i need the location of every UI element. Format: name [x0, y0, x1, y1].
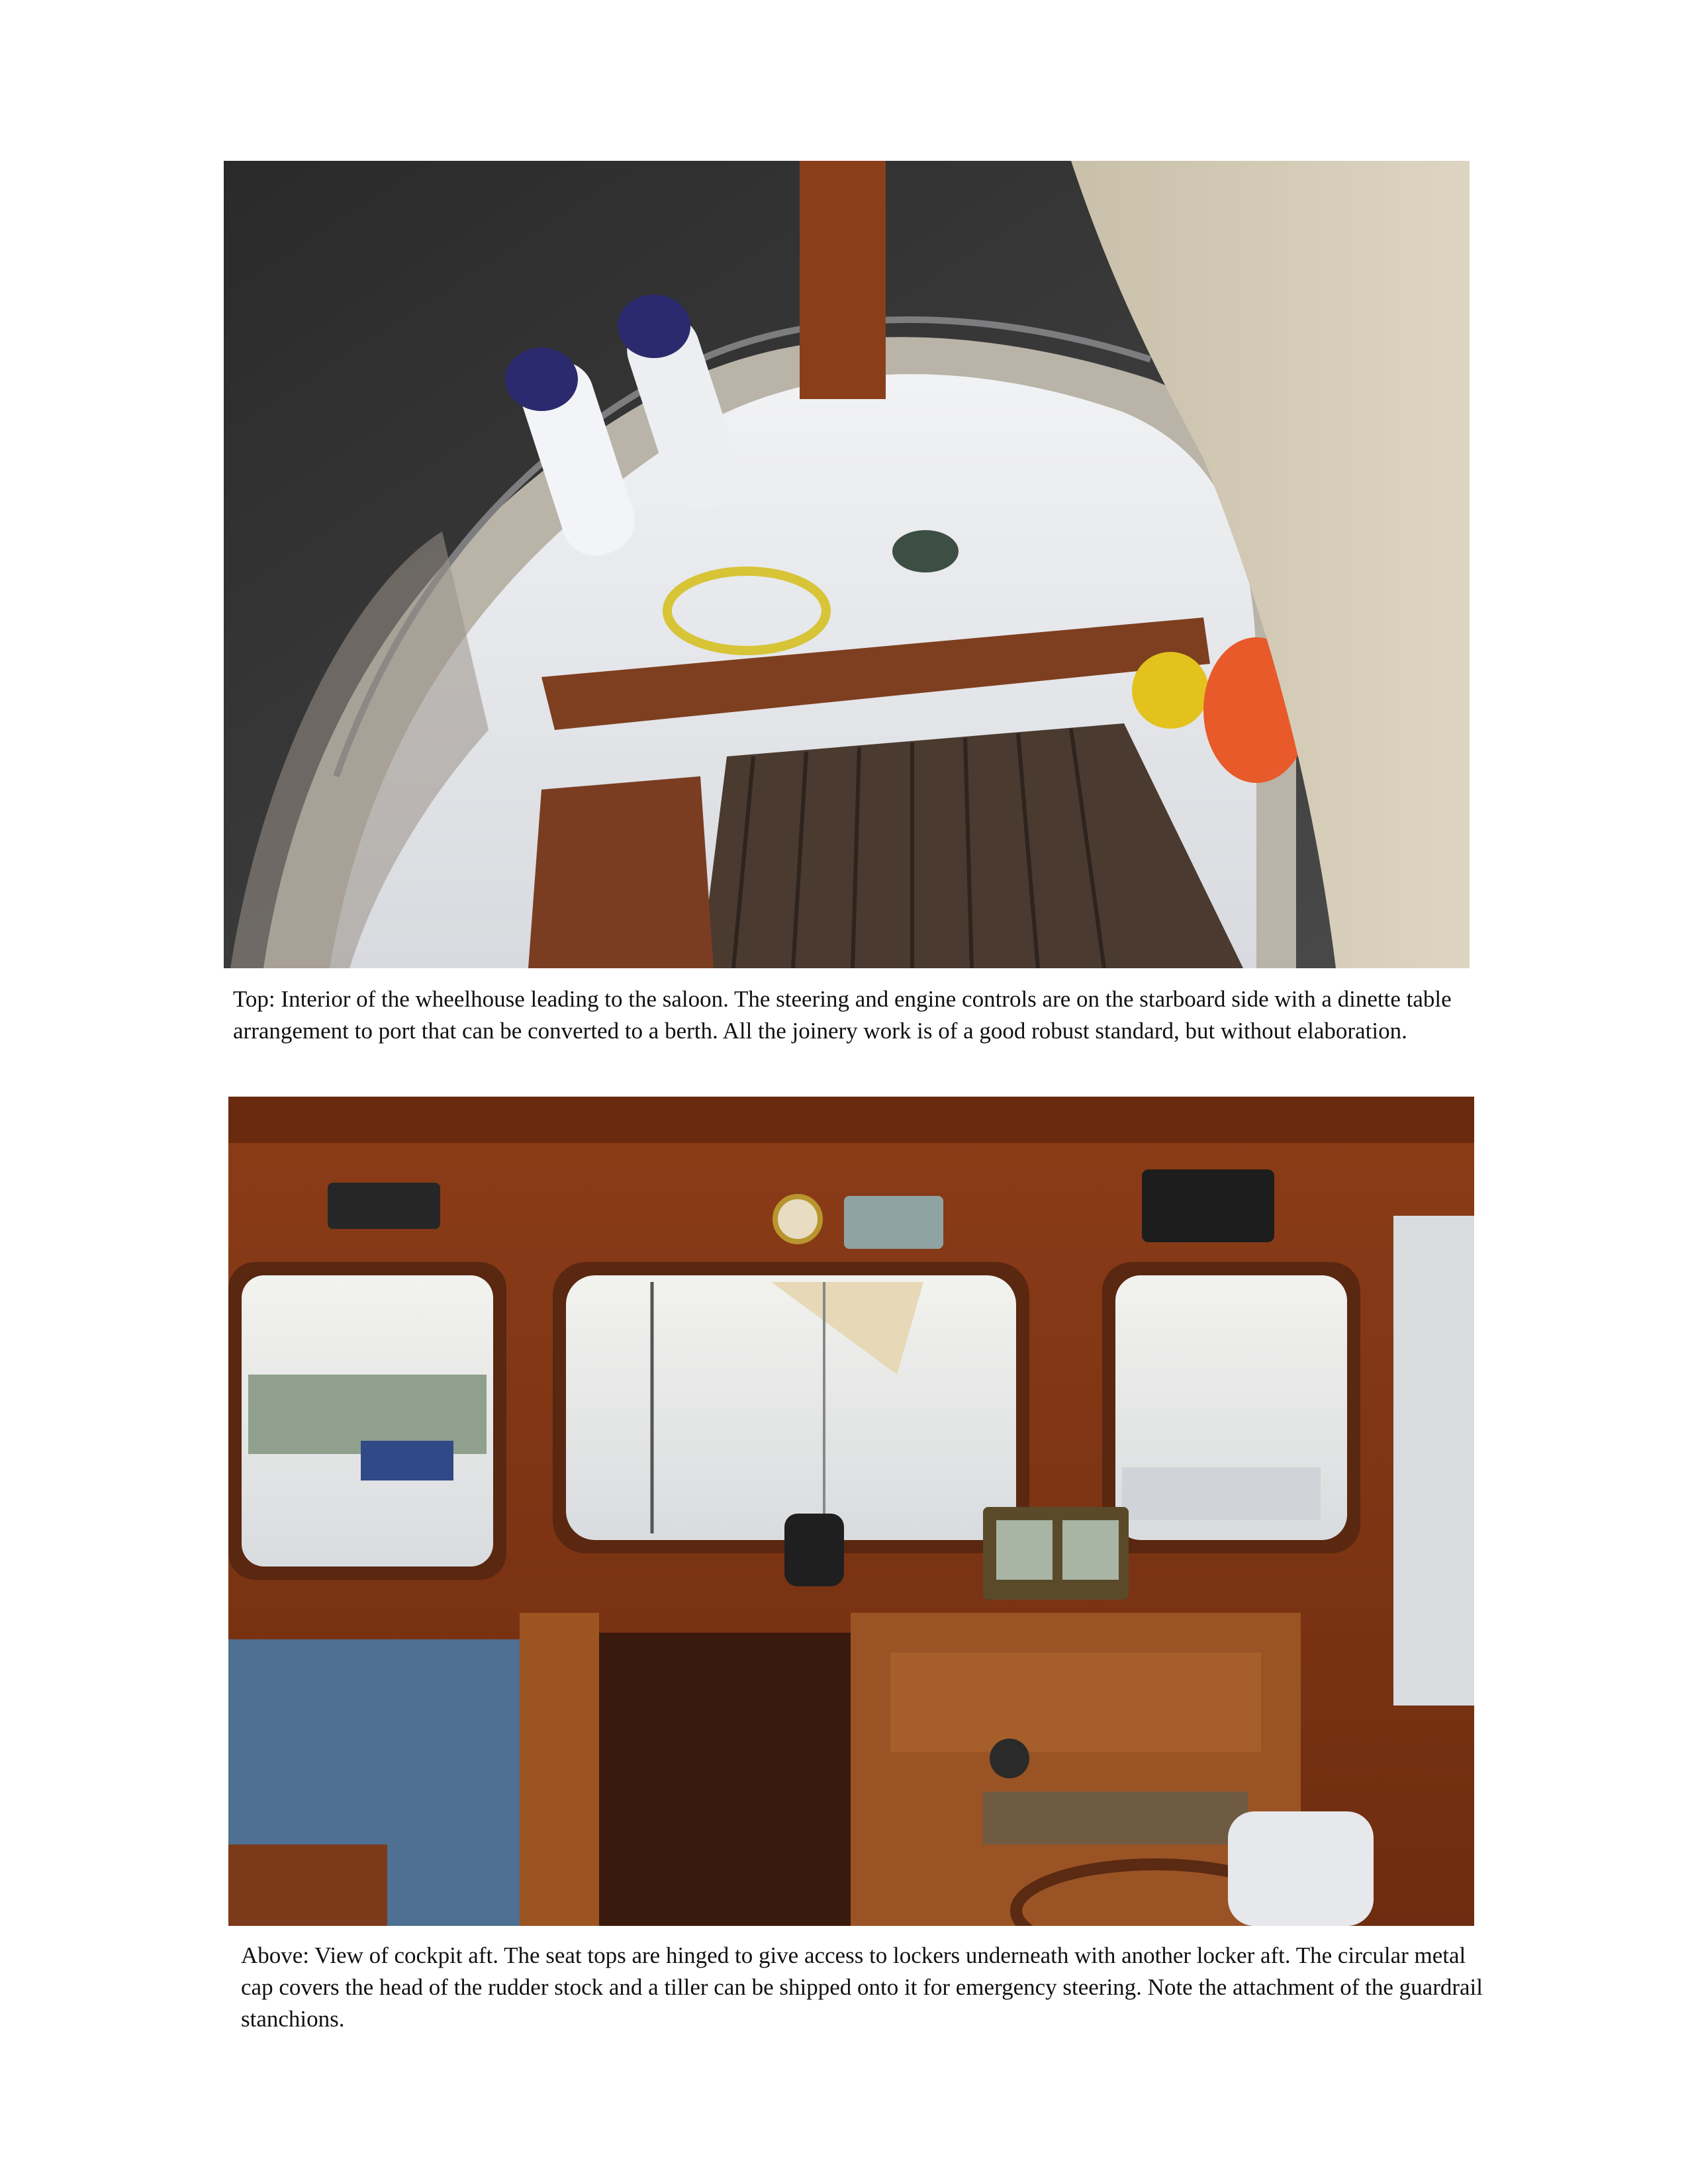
caption-top: Top: Interior of the wheelhouse leading to the saloon. The steering and engine controls are on the starboard side with a dinette table arrangement to port that can be converted to a berth. All the joinery work is of a good robust standard, but without elaboration. [233, 986, 1452, 1044]
winch [892, 530, 959, 572]
companionway [599, 1633, 851, 1926]
speed-display [1062, 1520, 1119, 1580]
samson-post [800, 161, 886, 399]
port-cabinet [520, 1613, 599, 1926]
forward-window [553, 1262, 1029, 1553]
caption-bottom: Above: View of cockpit aft. The seat tops are hinged to give access to lockers underneath with another locker aft. The circular metal cap covers the head of the rudder stock and a tiller can be shipped onto it for emergency steering. Note the attachment of the guardrail stanchions. [241, 1942, 1483, 2032]
chart-plotter [1142, 1169, 1274, 1242]
wooden-seat [528, 776, 714, 968]
switch-panel [983, 1792, 1248, 1844]
wheelhouse-illustration [228, 1097, 1474, 1926]
depth-display [996, 1520, 1053, 1580]
barometer-gauge [775, 1197, 820, 1242]
yellow-buoy [1132, 652, 1209, 729]
engine-control [990, 1739, 1029, 1778]
wheelhouse-interior-photo [228, 1097, 1474, 1926]
vhf-radio [328, 1183, 440, 1229]
foredeck-illustration [224, 161, 1470, 968]
white-bag [1228, 1811, 1374, 1926]
binoculars [784, 1514, 844, 1586]
instrument-box [844, 1196, 943, 1249]
side-window [1393, 1216, 1474, 1706]
table-corner [228, 1844, 387, 1926]
ceiling-beam [228, 1097, 1474, 1143]
console-panel [890, 1653, 1261, 1752]
port-window [228, 1262, 506, 1580]
starboard-window [1102, 1262, 1360, 1553]
foredeck-photo [224, 161, 1470, 968]
